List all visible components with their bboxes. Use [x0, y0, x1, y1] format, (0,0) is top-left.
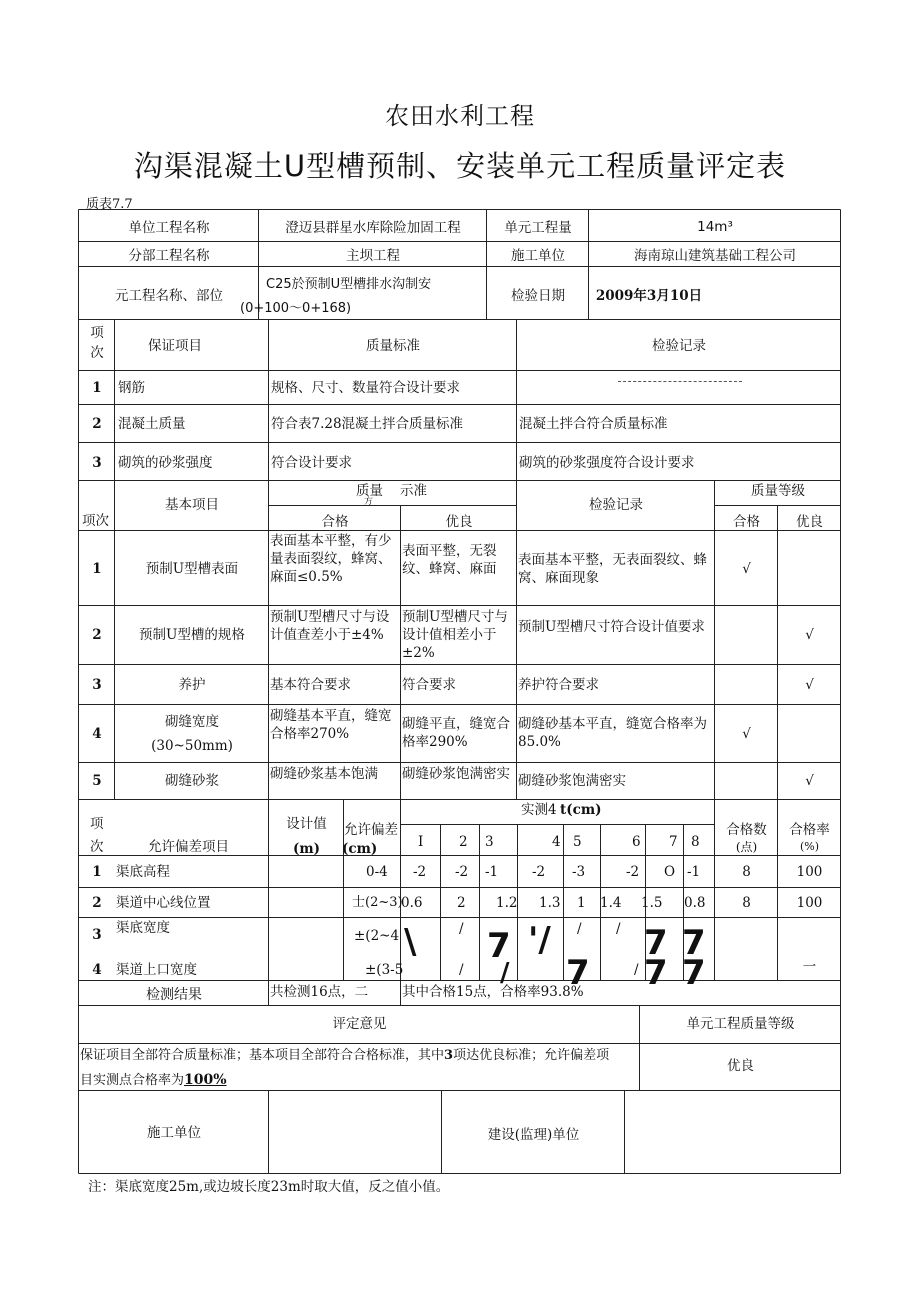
tolerance-row-3-v1: \: [404, 922, 417, 962]
guarantee-item-header: 保证项目: [148, 338, 202, 354]
unit-quantity-label: 单元工程量: [504, 220, 572, 236]
tolerance-row-1-v7: O: [664, 864, 676, 880]
basic-pass-header: 合格: [321, 514, 349, 530]
result-label: 检测结果: [146, 987, 202, 1003]
tolerance-row-1-v1: -2: [413, 864, 427, 880]
tolerance-item-header: 允许偏差项目: [148, 839, 229, 855]
evaluation-opinion-rate: 100%: [184, 1072, 227, 1088]
tolerance-row-4-no: 4: [92, 962, 102, 978]
tolerance-row-2-no: 2: [92, 895, 102, 911]
tolerance-row-2-v7: 1.5: [641, 895, 663, 911]
signature-contractor-label: 施工单位: [147, 1125, 201, 1141]
guarantee-row-2-standard: 符合表7.28混凝土拌合质量标准: [271, 416, 464, 432]
tolerance-pass-rate-header-a: 合格率: [789, 822, 830, 838]
unit-quantity-value: 14m³: [697, 219, 733, 235]
tolerance-row-2-v2: 2: [457, 895, 466, 911]
element-value-1: C25於预制U型槽排水沟制安: [266, 277, 432, 292]
guarantee-row-2-item: 混凝土质量: [118, 416, 186, 432]
guarantee-standard-header: 质量标准: [366, 338, 420, 354]
division-label: 分部工程名称: [128, 248, 210, 264]
basic-row-4-excellent: 砌缝平直，缝宽合格率290%: [402, 716, 510, 750]
tolerance-row-1-v6: -2: [626, 864, 640, 880]
tolerance-row-1-allow: 0-4: [366, 864, 388, 880]
basic-row-3-excellent: 符合要求: [402, 677, 456, 693]
tolerance-pass-rate-header-b: (%): [799, 840, 820, 853]
tolerance-row-3-no: 3: [92, 927, 102, 943]
tolerance-allow-header-b: (cm): [342, 841, 378, 857]
basic-standard-header-c: 方: [364, 497, 374, 507]
tolerance-row-3-v8: 7: [682, 923, 706, 963]
tolerance-seq-header-a: 项: [90, 816, 104, 832]
tolerance-point-8: 8: [691, 834, 700, 850]
title-line2: 沟渠混凝土U型槽预制、安装单元工程质量评定表: [133, 149, 787, 183]
guarantee-row-1-record-dash: [618, 381, 742, 382]
tolerance-row-2-v3: 1.2: [496, 895, 518, 911]
basic-row-1-no: 1: [92, 561, 102, 577]
evaluation-opinion-label: 评定意见: [332, 1016, 387, 1032]
guarantee-row-2-record: 混凝土拌合符合质量标准: [519, 416, 668, 432]
tolerance-allow-header-a: 允许偏差: [344, 822, 398, 838]
basic-row-4-record: 砌缝砂基本平直，缝宽合格率为85.0%: [518, 716, 707, 750]
basic-row-4-grade-pass: √: [742, 726, 751, 742]
basic-row-1-pass: 表面基本平整，有少量表面裂纹，蜂窝、麻面≤0.5%: [270, 533, 392, 585]
footnote: 注：渠底宽度25m,或边坡长度23m时取大值，反之值小值。: [88, 1179, 450, 1195]
guarantee-row-2-no: 2: [92, 416, 102, 432]
tolerance-design-header-b: (m): [292, 841, 321, 857]
tolerance-row-3-v6: /: [616, 921, 621, 937]
evaluation-opinion-part3: 目实测点合格率为: [80, 1073, 185, 1088]
tolerance-row-4-v6: /: [634, 962, 639, 978]
tolerance-row-3-v7: 7: [644, 923, 668, 963]
basic-row-1-excellent: 表面平整，无裂纹、蜂窝、麻面: [402, 543, 497, 577]
tolerance-row-1-v4: -2: [532, 864, 546, 880]
tolerance-row-4-v2: /: [459, 962, 464, 978]
evaluation-grade-label: 单元工程质量等级: [686, 1016, 795, 1032]
tolerance-row-2-item: 渠道中心线位置: [116, 895, 211, 911]
basic-row-5-item: 砌缝砂浆: [165, 773, 219, 789]
result-detail: 其中合格15点，合格率93.8%: [402, 984, 584, 1000]
basic-row-2-no: 2: [92, 627, 102, 643]
contractor-label: 施工单位: [511, 248, 565, 264]
guarantee-row-3-item: 砌筑的砂浆强度: [118, 455, 213, 471]
basic-row-1-record: 表面基本平整，无表面裂纹、蜂窝、麻面现象: [518, 552, 707, 586]
tolerance-row-3-v2: /: [459, 921, 464, 937]
tolerance-point-1: I: [418, 834, 424, 850]
evaluation-opinion-text: [80, 1047, 609, 1065]
tolerance-point-3: 3: [485, 834, 494, 850]
basic-row-2-record: 预制U型槽尺寸符合设计值要求: [518, 619, 705, 635]
basic-grade-excellent-header: 优良: [796, 514, 823, 530]
tolerance-row-1-item: 渠底高程: [116, 864, 170, 880]
basic-row-1-item: 预制U型槽表面: [145, 561, 239, 577]
tolerance-row-1-v8: -1: [687, 864, 701, 880]
tolerance-row-1-pass-rate: 100: [796, 864, 823, 880]
tolerance-point-6: 6: [632, 834, 641, 850]
tolerance-row-3-v4: '/: [528, 920, 551, 960]
tolerance-row-4-v5: 7: [566, 953, 590, 993]
basic-grade-pass-header: 合格: [733, 514, 760, 530]
tolerance-row-2-v1: 0.6: [401, 895, 423, 911]
tolerance-seq-header-b: 次: [90, 839, 104, 855]
unit-project-label: 单位工程名称: [128, 220, 210, 236]
tolerance-point-2: 2: [459, 834, 468, 850]
guarantee-row-3-record: 砌筑的砂浆强度符合设计要求: [519, 455, 695, 471]
basic-record-header: 检验记录: [589, 497, 643, 513]
basic-row-5-pass: 砌缝砂浆基本饱满: [270, 766, 378, 782]
tolerance-row-3-v5: /: [577, 921, 582, 937]
basic-row-4-pass: 砌缝基本平直，缝宽合格率270%: [270, 708, 392, 742]
contractor-value: 海南琼山建筑基础工程公司: [634, 248, 796, 264]
basic-row-4-item-2: (30~50mm): [151, 738, 233, 754]
basic-standard-header-a: 质量: [356, 483, 383, 499]
tolerance-row-4-v8: 7: [682, 953, 706, 993]
tolerance-row-2-v4: 1.3: [539, 895, 561, 911]
guarantee-seq-header: 项次: [90, 325, 104, 361]
tolerance-row-1-pass-count: 8: [742, 864, 751, 880]
evaluation-opinion-part2: 项达优良标准；允许偏差项: [453, 1048, 610, 1063]
basic-row-3-record: 养护符合要求: [518, 677, 599, 693]
guarantee-row-3-no: 3: [92, 455, 102, 471]
tolerance-row-2-v8: 0.8: [684, 895, 706, 911]
basic-row-2-item: 预制U型槽的规格: [139, 627, 245, 643]
tolerance-row-3-item: 渠底宽度: [116, 920, 170, 936]
basic-row-3-item: 养护: [178, 677, 206, 693]
tolerance-row-2-allow: 士(2~3): [352, 895, 403, 910]
evaluation-grade-value: 优良: [727, 1058, 754, 1074]
tolerance-row-3-allow: ±(2~4: [354, 928, 400, 944]
evaluation-opinion-text-2: [80, 1071, 227, 1090]
guarantee-row-1-item: 钢筋: [118, 380, 145, 396]
basic-standard-header-b: 示准: [400, 483, 427, 499]
division-value: 主坝工程: [346, 248, 400, 264]
guarantee-record-header: 检验记录: [652, 338, 706, 354]
tolerance-row-3-v3: 7: [487, 926, 511, 966]
guarantee-row-3-standard: 符合设计要求: [271, 455, 352, 471]
tolerance-design-header-a: 设计值: [286, 816, 327, 832]
tolerance-pass-count-header-a: 合格数: [726, 822, 767, 838]
basic-item-header: 基本项目: [165, 497, 219, 513]
tolerance-row-4-v3: /: [500, 958, 510, 988]
basic-seq-header: 项次: [82, 513, 109, 529]
tolerance-point-7: 7: [669, 834, 678, 850]
basic-row-5-record: 砌缝砂浆饱满密实: [518, 773, 626, 789]
tolerance-row-2-v5: 1: [577, 895, 586, 911]
tolerance-row-2-pass-count: 8: [742, 895, 751, 911]
tolerance-row-1-v5: -3: [572, 864, 586, 880]
basic-row-5-excellent: 砌缝砂浆饱满密实: [402, 766, 510, 782]
unit-project-value: 澄迈县群星水库除险加固工程: [285, 220, 461, 236]
basic-row-3-no: 3: [92, 677, 102, 693]
basic-row-5-grade-excellent: √: [805, 773, 814, 789]
tolerance-row-1-v3: -1: [485, 864, 499, 880]
tolerance-measured-header-b: t(cm): [560, 802, 602, 818]
title-line1: 农田水利工程: [385, 102, 535, 130]
guarantee-row-1-standard: 规格、尺寸、数量符合设计要求: [271, 380, 460, 396]
tolerance-measured-header-a: 实测4: [521, 802, 557, 818]
basic-row-3-grade-excellent: √: [805, 677, 814, 693]
inspection-date-label: 检验日期: [511, 288, 565, 304]
basic-row-2-excellent: 预制U型槽尺寸与设计值相差小于±2%: [402, 609, 508, 661]
inspection-date-value: 2009年3月10日: [595, 288, 703, 304]
tolerance-row-1-v2: -2: [455, 864, 469, 880]
basic-row-1-grade-pass: √: [742, 561, 751, 577]
basic-row-4-item: 砌缝宽度: [165, 714, 219, 730]
element-label: 元工程名称、部位: [115, 288, 223, 304]
result-total: 共检测16点，二: [270, 984, 369, 1000]
tolerance-point-5: 5: [573, 834, 582, 850]
basic-excellent-header: 优良: [445, 514, 473, 530]
tolerance-row-4-v7: 7: [644, 953, 668, 993]
evaluation-opinion-count: 3: [444, 1048, 454, 1063]
signature-owner-label: 建设(监理)单位: [487, 1127, 580, 1143]
tolerance-row-4-pass-rate: 一: [802, 959, 817, 975]
tolerance-row-1-no: 1: [92, 864, 102, 880]
basic-grade-header: 质量等级: [751, 483, 805, 499]
tolerance-row-4-item: 渠道上口宽度: [116, 962, 197, 978]
element-value-2: (0+100～0+168): [240, 301, 352, 316]
basic-row-4-no: 4: [92, 726, 102, 742]
guarantee-row-1-no: 1: [92, 380, 102, 396]
tolerance-pass-count-header-b: (点): [735, 840, 758, 854]
basic-row-2-pass: 预制U型槽尺寸与设计值查差小于±4%: [270, 609, 390, 643]
tolerance-row-4-allow: ±(3-5: [365, 962, 404, 978]
basic-row-2-grade-excellent: √: [805, 627, 814, 643]
basic-row-5-no: 5: [92, 773, 102, 789]
tolerance-point-4: 4: [552, 834, 561, 850]
tolerance-row-2-v6: 1.4: [600, 895, 622, 911]
evaluation-opinion-part1: 保证项目全部符合质量标准；基本项目全部符合合格标准，其中: [80, 1048, 445, 1063]
table-code: 质表7.7: [86, 197, 133, 212]
basic-row-3-pass: 基本符合要求: [270, 677, 351, 693]
tolerance-row-2-pass-rate: 100: [796, 895, 823, 911]
